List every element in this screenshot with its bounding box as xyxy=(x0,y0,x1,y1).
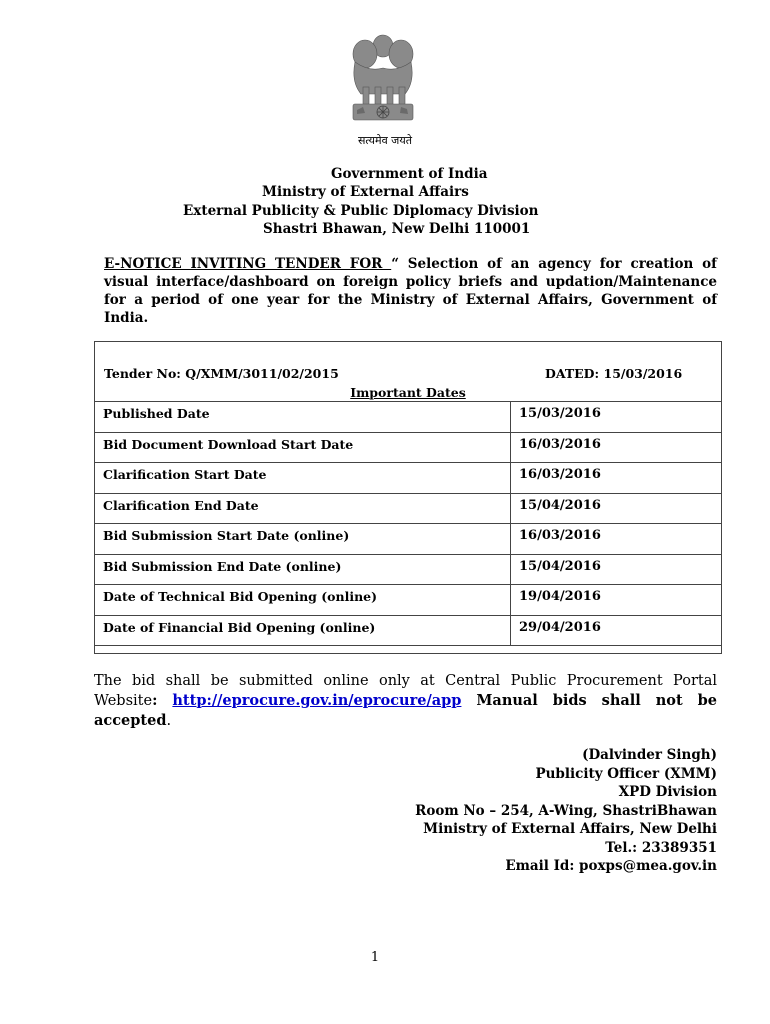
table-row xyxy=(95,493,722,524)
important-dates-heading: Important Dates xyxy=(350,385,466,400)
header-address: Shastri Bhawan, New Delhi 110001 xyxy=(263,221,531,237)
date-value: 19/04/2016 xyxy=(511,585,722,616)
date-value: 16/03/2016 xyxy=(511,463,722,494)
national-emblem-icon xyxy=(341,32,425,132)
submission-text: The bid shall be submitted online only at Central Public Procurement Portal Website xyxy=(94,673,717,709)
date-value: 15/03/2016 xyxy=(511,402,722,433)
date-label: Clarification Start Date xyxy=(95,463,511,494)
date-value: 29/04/2016 xyxy=(511,615,722,646)
table-row xyxy=(95,463,722,494)
header-government: Government of India xyxy=(331,166,488,182)
important-dates-table xyxy=(94,401,722,646)
signatory-tel: Tel.: 23389351 xyxy=(605,839,717,856)
notice-body: “ Selection of an agency for creation of visual interface/dashboard on foreign policy briefs and updation/Maintenance for a period of one year for the Ministry of External Affairs, Government of India. xyxy=(104,256,717,326)
signatory-name: (Dalvinder Singh) xyxy=(582,747,717,763)
date-label: Bid Submission End Date (online) xyxy=(95,554,511,585)
date-label: Bid Document Download Start Date xyxy=(95,432,511,463)
notice-prefix: E-NOTICE INVITING TENDER FOR xyxy=(104,256,392,272)
emblem-motto: सत्यमेव जयते xyxy=(357,134,412,147)
signature-block xyxy=(415,746,717,876)
page-number: 1 xyxy=(370,950,380,965)
eprocure-link[interactable]: http://eprocure.gov.in/eprocure/app xyxy=(172,692,462,709)
date-value: 15/04/2016 xyxy=(511,554,722,585)
signatory-email: Email Id: poxps@mea.gov.in xyxy=(505,858,717,874)
date-value: 15/04/2016 xyxy=(511,493,722,524)
table-row xyxy=(95,585,722,616)
submission-colon: : xyxy=(152,692,173,709)
signatory-division: XPD Division xyxy=(618,784,717,800)
submission-period: . xyxy=(166,713,172,729)
date-label: Clarification End Date xyxy=(95,493,511,524)
table-row xyxy=(95,524,722,555)
date-label: Bid Submission Start Date (online) xyxy=(95,524,511,555)
signatory-title: Publicity Officer (XMM) xyxy=(535,765,717,782)
header-ministry: Ministry of External Affairs xyxy=(262,184,469,200)
tender-number: Tender No: Q/XMM/3011/02/2015 xyxy=(104,366,339,381)
date-label: Date of Financial Bid Opening (online) xyxy=(95,615,511,646)
table-row xyxy=(95,402,722,433)
date-value: 16/03/2016 xyxy=(511,524,722,555)
table-row xyxy=(95,432,722,463)
date-label: Published Date xyxy=(95,402,511,433)
date-label: Date of Technical Bid Opening (online) xyxy=(95,585,511,616)
table-row xyxy=(95,615,722,646)
manual-bids-note: Manual bids shall not be accepted xyxy=(94,692,717,729)
tender-dated: DATED: 15/03/2016 xyxy=(545,366,683,381)
signatory-ministry: Ministry of External Affairs, New Delhi xyxy=(423,821,717,837)
signatory-room: Room No – 254, A-Wing, ShastriBhawan xyxy=(415,802,717,819)
date-value: 16/03/2016 xyxy=(511,432,722,463)
submission-paragraph xyxy=(94,672,717,731)
header-division: External Publicity & Public Diplomacy Division xyxy=(183,203,539,219)
table-row xyxy=(95,554,722,585)
tender-notice xyxy=(104,255,717,327)
